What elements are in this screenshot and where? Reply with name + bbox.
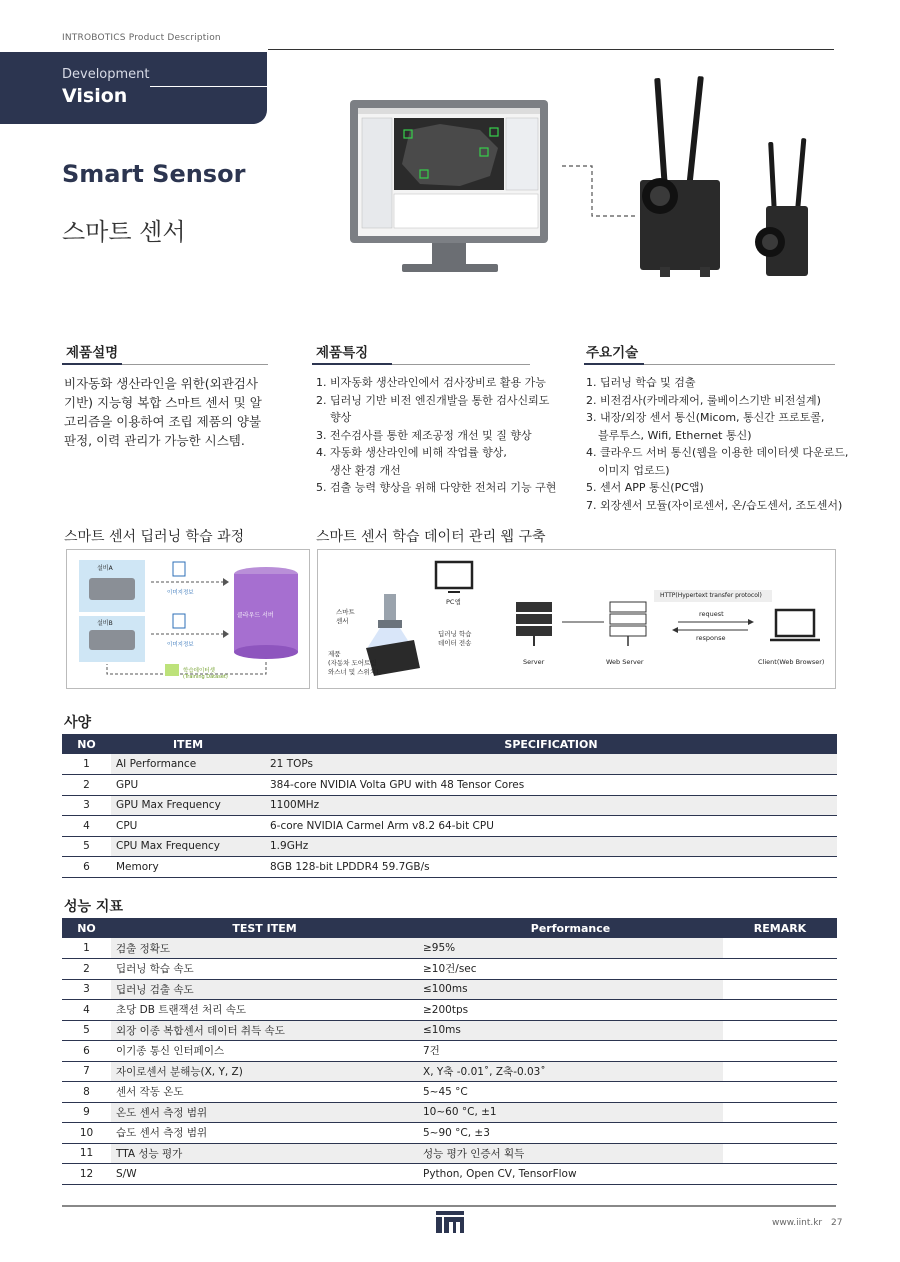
perf-item: 검출 정확도	[111, 938, 418, 959]
feat-underline	[312, 363, 392, 365]
perf-remark	[723, 1082, 837, 1103]
spec-no: 5	[62, 836, 111, 857]
tech-title: 주요기술	[586, 345, 639, 361]
perf-remark	[723, 1102, 837, 1123]
perf-item: 이기종 통신 인터페이스	[111, 1041, 418, 1062]
perf-item: 센서 작동 온도	[111, 1082, 418, 1103]
perf-item: TTA 성능 평가	[111, 1143, 418, 1164]
feature-list	[316, 374, 571, 497]
spec-header-no: NO	[62, 734, 111, 754]
perf-item: 온도 센서 측정 범위	[111, 1102, 418, 1123]
company-logo-icon	[436, 1211, 464, 1233]
spec-header-row	[62, 734, 837, 754]
diagram2-title: 스마트 센서 학습 데이터 관리 웹 구축	[316, 529, 546, 545]
perf-remark	[723, 959, 837, 980]
perf-item: 딥러닝 검출 속도	[111, 979, 418, 1000]
perf-no: 12	[62, 1164, 111, 1185]
perf-remark	[723, 938, 837, 959]
header-rule	[268, 49, 834, 50]
device-b-label: 설비B	[97, 620, 113, 627]
feature-item: 향상	[330, 411, 352, 424]
spec-item: GPU Max Frequency	[111, 795, 265, 816]
perf-remark	[723, 1041, 837, 1062]
table-row	[62, 1082, 837, 1103]
spec-value: 1.9GHz	[265, 836, 837, 857]
table-row	[62, 1061, 837, 1082]
perf-remark	[723, 1020, 837, 1041]
http-label: HTTP(Hypertext transfer protocol)	[660, 592, 762, 599]
perf-value: 5~90 °C, ±3	[418, 1123, 723, 1144]
tech-item: 5. 센서 APP 통신(PC앱)	[586, 481, 704, 494]
perf-no: 7	[62, 1061, 111, 1082]
device-a-label: 설비A	[97, 565, 113, 572]
spec-value: 21 TOPs	[265, 754, 837, 775]
image-info-label: 이미지정보	[167, 590, 194, 596]
perf-header-row	[62, 918, 837, 938]
perf-no: 11	[62, 1143, 111, 1164]
page-subtitle: 스마트 센서	[62, 218, 186, 246]
table-row	[62, 836, 837, 857]
tech-item: 3. 내장/외장 센서 통신(Micom, 통신간 프로토콜,	[586, 411, 825, 424]
tech-item: 1. 딥러닝 학습 및 검출	[586, 376, 696, 389]
tech-item: 블루투스, Wifi, Ethernet 통신)	[598, 428, 752, 442]
dataset-label: 학습데이터셋	[183, 668, 215, 674]
perf-item: 딥러닝 학습 속도	[111, 959, 418, 980]
spec-no: 4	[62, 816, 111, 837]
perf-value: ≤10ms	[418, 1020, 723, 1041]
desc-title: 제품설명	[66, 345, 119, 361]
perf-header-item: TEST ITEM	[111, 918, 418, 938]
table-row	[62, 1164, 837, 1185]
perf-no: 10	[62, 1123, 111, 1144]
table-row	[62, 795, 837, 816]
perf-remark	[723, 979, 837, 1000]
table-row	[62, 857, 837, 878]
page-number: 27	[831, 1218, 843, 1228]
spec-item: AI Performance	[111, 754, 265, 775]
perf-header-performance: Performance	[418, 918, 723, 938]
tech-rule	[644, 364, 835, 365]
training-process-diagram	[66, 549, 310, 689]
spec-title: 사양	[64, 715, 92, 731]
perf-no: 3	[62, 979, 111, 1000]
perf-no: 4	[62, 1000, 111, 1021]
perf-value: X, Y축 -0.01˚, Z축-0.03˚	[418, 1061, 723, 1082]
spec-table	[62, 734, 837, 878]
table-row	[62, 1123, 837, 1144]
feat-rule	[392, 364, 530, 365]
spec-no: 2	[62, 775, 111, 796]
tab-big-label: Vision	[62, 85, 128, 107]
perf-item: 외장 이종 복합센서 데이터 취득 속도	[111, 1020, 418, 1041]
perf-no: 9	[62, 1102, 111, 1123]
perf-item: 초당 DB 트랜잭션 처리 속도	[111, 1000, 418, 1021]
dashed-connector	[560, 158, 640, 220]
perf-remark	[723, 1164, 837, 1185]
feature-item: 4. 자동화 생산라인에 비해 작업률 향상,	[316, 446, 507, 459]
spec-value: 384-core NVIDIA Volta GPU with 48 Tensor Cores	[265, 775, 837, 796]
tab-small-label: Development	[62, 67, 150, 82]
response-label: response	[696, 634, 726, 642]
desc-rule	[122, 364, 268, 365]
perf-no: 6	[62, 1041, 111, 1062]
perf-value: 10~60 °C, ±1	[418, 1102, 723, 1123]
diagram1-title: 스마트 센서 딥러닝 학습 과정	[64, 529, 245, 545]
spec-no: 3	[62, 795, 111, 816]
feat-title: 제품특징	[316, 345, 369, 361]
footer-url-line	[772, 1218, 842, 1228]
perf-item: S/W	[111, 1164, 418, 1185]
table-row	[62, 938, 837, 959]
image-info-label: 이미지정보	[167, 642, 194, 648]
perf-item: 습도 센서 측정 범위	[111, 1123, 418, 1144]
spec-header-spec: SPECIFICATION	[265, 734, 837, 754]
smart-sensor-devices	[630, 72, 840, 287]
table-row	[62, 959, 837, 980]
table-row	[62, 1102, 837, 1123]
tech-list	[586, 374, 849, 514]
tab-line	[150, 86, 267, 87]
spec-item: Memory	[111, 857, 265, 878]
dataset-en-label: (Training Dataset)	[183, 674, 228, 680]
footer-rule	[62, 1205, 836, 1207]
table-row	[62, 1020, 837, 1041]
perf-value: ≤100ms	[418, 979, 723, 1000]
web-diagram-shapes	[318, 550, 837, 690]
perf-remark	[723, 1061, 837, 1082]
desc-underline	[62, 363, 122, 365]
perf-no: 1	[62, 938, 111, 959]
client-label: Client(Web Browser)	[758, 658, 825, 666]
tech-underline	[584, 363, 644, 365]
perf-no: 2	[62, 959, 111, 980]
tech-item: 이미지 업로드)	[598, 463, 670, 477]
spec-no: 1	[62, 754, 111, 775]
spec-header-item: ITEM	[111, 734, 265, 754]
spec-value: 8GB 128-bit LPDDR4 59.7GB/s	[265, 857, 837, 878]
spec-item: CPU Max Frequency	[111, 836, 265, 857]
tech-item: 4. 클라우드 서버 통신(웹을 이용한 데이터셋 다운로드,	[586, 446, 849, 459]
feature-item: 5. 검출 능력 향상을 위해 다양한 전처리 기능 구현	[316, 481, 557, 494]
perf-remark	[723, 1143, 837, 1164]
feature-item: 1. 비자동화 생산라인에서 검사장비로 활용 가능	[316, 376, 546, 389]
perf-remark	[723, 1123, 837, 1144]
perf-no: 5	[62, 1020, 111, 1041]
table-row	[62, 1143, 837, 1164]
perf-remark	[723, 1000, 837, 1021]
perf-header-remark: REMARK	[723, 918, 837, 938]
page-title: Smart Sensor	[62, 160, 246, 188]
server-label: Server	[523, 658, 545, 666]
table-row	[62, 775, 837, 796]
web-data-management-diagram	[317, 549, 836, 689]
performance-table	[62, 918, 837, 1185]
table-row	[62, 979, 837, 1000]
spec-value: 6-core NVIDIA Carmel Arm v8.2 64-bit CPU	[265, 816, 837, 837]
spec-value: 1100MHz	[265, 795, 837, 816]
monitor-illustration	[350, 100, 550, 280]
feature-item: 생산 환경 개선	[330, 463, 401, 477]
header-brand: INTROBOTICS Product Description	[62, 33, 221, 43]
perf-item: 자이로센서 분해능(X, Y, Z)	[111, 1061, 418, 1082]
perf-value: 7건	[418, 1041, 723, 1062]
feature-item: 2. 딥러닝 기반 비전 엔진개발을 통한 검사신뢰도	[316, 393, 550, 407]
table-row	[62, 816, 837, 837]
perf-value: ≥200tps	[418, 1000, 723, 1021]
feature-item: 3. 전수검사를 통한 제조공정 개선 및 질 향상	[316, 428, 532, 442]
pc-app-label: PC앱	[446, 598, 461, 606]
transfer-label: 딥러닝 학습 데이터 전송	[438, 630, 472, 647]
perf-value: Python, Open CV, TensorFlow	[418, 1164, 723, 1185]
product-label: 제품 (자동차 도어트림 와스너 및 스위치)	[328, 650, 379, 676]
spec-item: GPU	[111, 775, 265, 796]
table-row	[62, 1041, 837, 1062]
product-description: 비자동화 생산라인을 위한(외관검사 기반) 지능형 복합 스마트 센서 및 알 고리즘을 이용하여 조립 제품의 양불 판정, 이력 관리가 가능한 시스템.	[64, 376, 262, 448]
perf-value: ≥10건/sec	[418, 959, 723, 980]
perf-value: ≥95%	[418, 938, 723, 959]
spec-no: 6	[62, 857, 111, 878]
cloud-server-label: 클라우드 서버	[237, 612, 274, 619]
tech-item: 7. 외장센서 모듈(자이로센서, 온/습도센서, 조도센서)	[586, 498, 843, 512]
perf-value: 5~45 °C	[418, 1082, 723, 1103]
table-row	[62, 1000, 837, 1021]
footer-url: www.iint.kr	[772, 1218, 823, 1228]
perf-value: 성능 평가 인증서 획득	[418, 1143, 723, 1164]
table-row	[62, 754, 837, 775]
perf-no: 8	[62, 1082, 111, 1103]
request-label: request	[699, 610, 724, 618]
perf-title: 성능 지표	[64, 899, 123, 915]
web-server-label: Web Server	[606, 658, 644, 666]
tech-item: 2. 비전검사(카메라제어, 룰베이스기반 비전설계)	[586, 393, 821, 407]
spec-item: CPU	[111, 816, 265, 837]
perf-header-no: NO	[62, 918, 111, 938]
category-tab	[0, 52, 267, 124]
sensor-label: 스마트 센서	[336, 608, 355, 625]
